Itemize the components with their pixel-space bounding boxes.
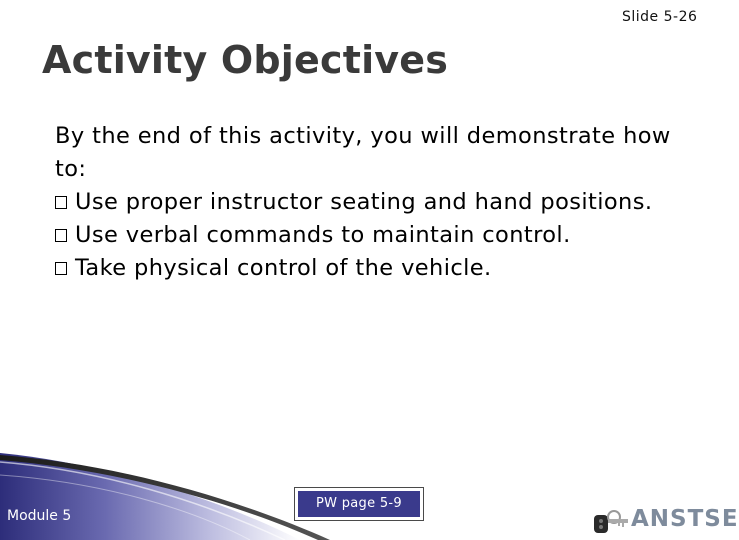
objective-text: Take physical control of the vehicle. [75,255,492,281]
car-keys-icon [590,503,630,540]
objective-text: Use proper instructor seating and hand positions. [75,189,653,215]
intro-text: By the end of this activity, you will demonstrate how to: [55,123,671,182]
slide-number: Slide 5-26 [622,9,698,25]
pw-page-badge: PW page 5-9 [295,488,423,520]
module-label: Module 5 [7,508,72,524]
objective-text: Use verbal commands to maintain control. [75,222,571,248]
logo-text: ANSTSE [631,506,739,532]
slide-title: Activity Objectives [42,38,449,82]
anstse-logo [590,503,739,540]
